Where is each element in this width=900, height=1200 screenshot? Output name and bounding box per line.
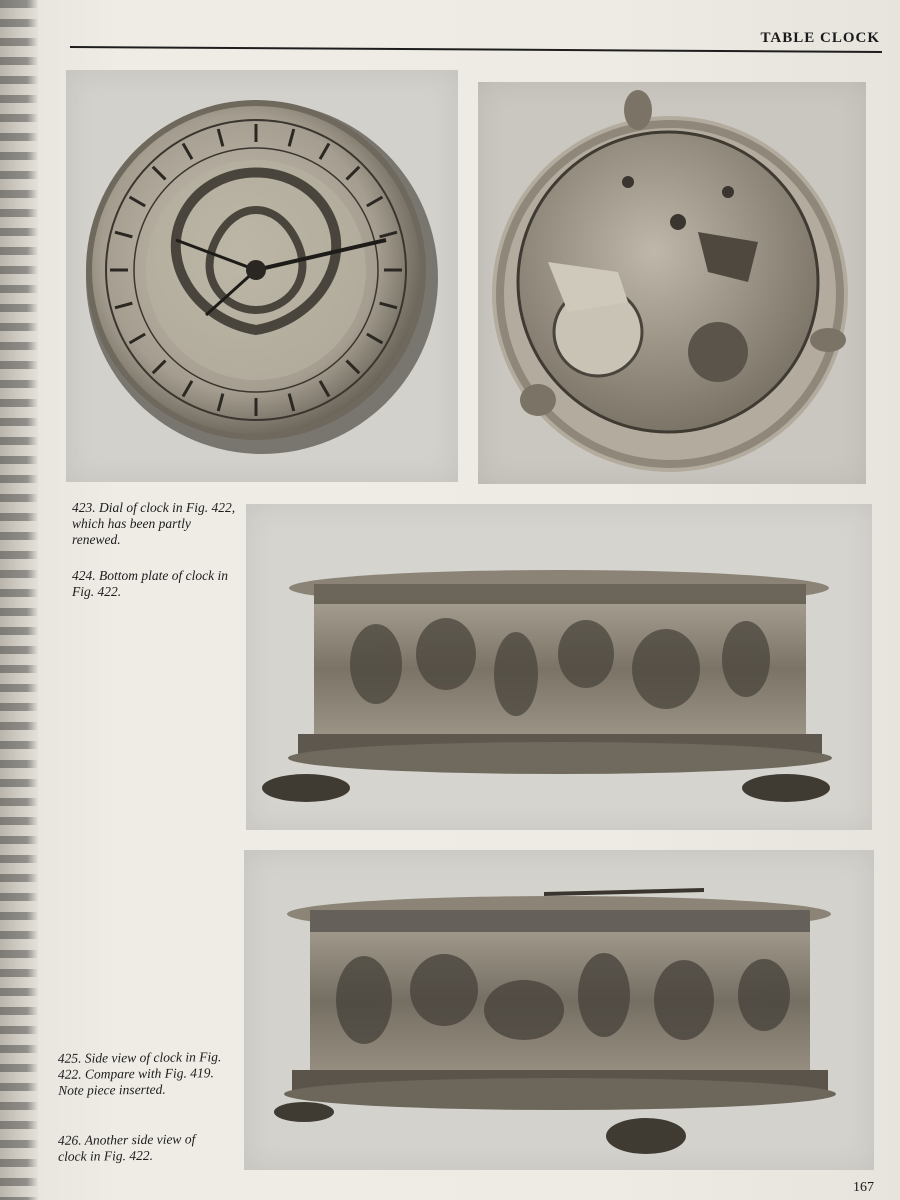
figure-caption-423: 423. Dial of clock in Fig. 422, which has been partly renewed.	[72, 500, 236, 547]
clock-dial-illustration	[66, 70, 458, 482]
photo-clock-dial	[66, 70, 458, 482]
facing-page-edge	[0, 0, 38, 1200]
other-side-view-illustration	[244, 850, 874, 1170]
photo-clock-bottom-plate	[478, 82, 866, 484]
figure-caption-424: 424. Bottom plate of clock in Fig. 422.	[72, 568, 228, 599]
side-view-illustration	[246, 504, 872, 830]
page-number: 167	[853, 1180, 874, 1195]
figure-caption-425: 425. Side view of clock in Fig. 422. Compare with Fig. 419. Note piece inserted.	[57, 1049, 222, 1098]
bottom-plate-illustration	[478, 82, 866, 484]
figure-caption-426: 426. Another side view of clock in Fig. 422.	[57, 1131, 196, 1164]
facing-page-text-fragment	[0, 0, 38, 1200]
running-head: TABLE CLOCK	[760, 30, 880, 46]
photo-clock-other-side-view	[244, 850, 874, 1170]
photo-clock-side-view	[246, 504, 872, 830]
